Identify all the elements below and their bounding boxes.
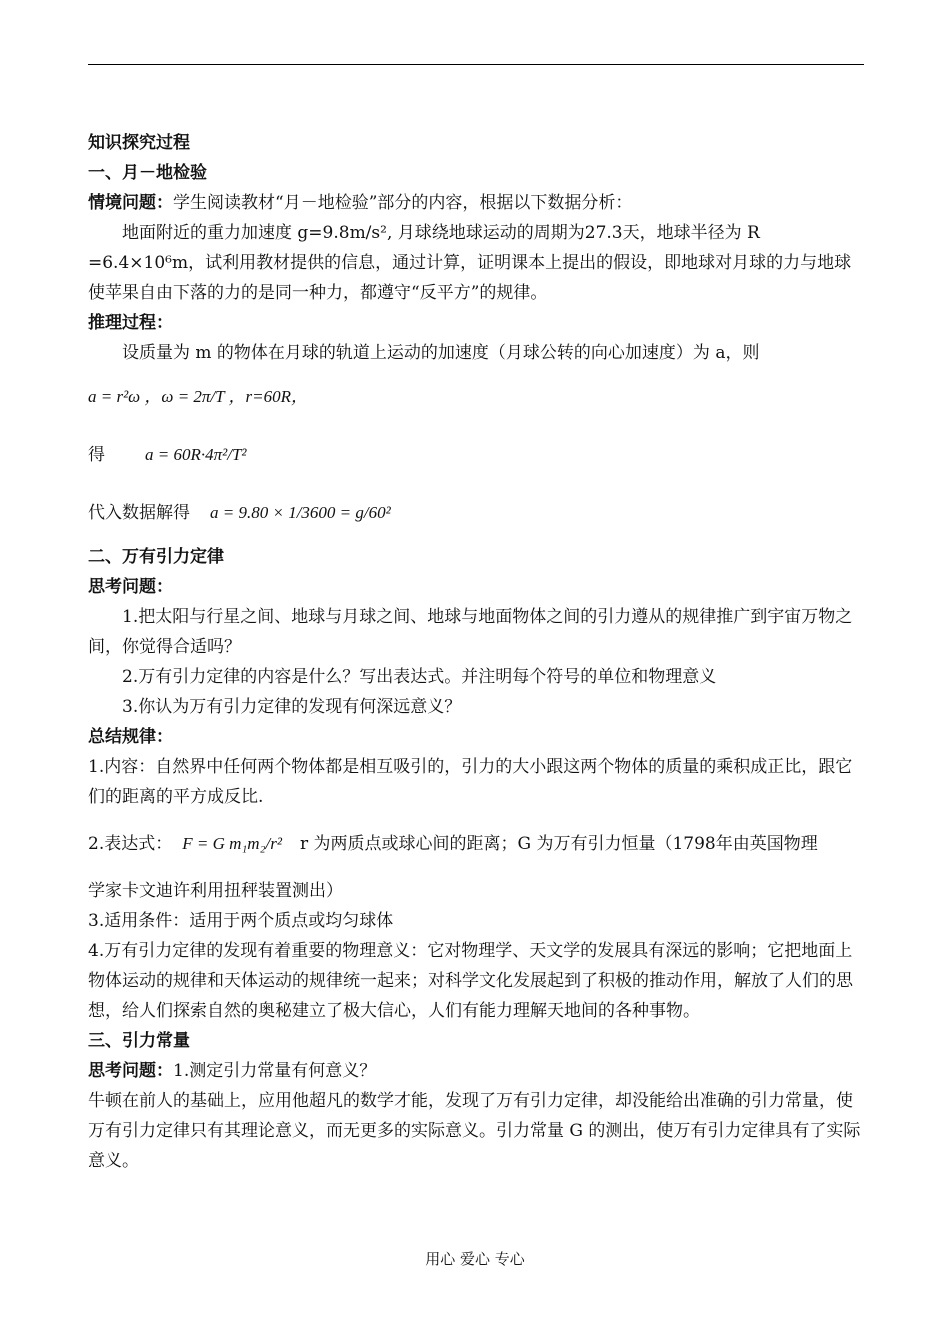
constant-answer: 牛顿在前人的基础上，应用他超凡的数学才能，发现了万有引力定律，却没能给出准确的引力常量，使万有引力定律只有其理论意义，而无更多的实际意义。引力常量 G 的测出，使万有引力定律具有了实际意义。	[88, 1091, 861, 1171]
formula-1-text: a = r²ω ，ω = 2π/T ，r=60R，	[88, 387, 309, 406]
formula-2: a = 60R·4π²/T²	[145, 445, 247, 464]
page-title: 知识探究过程	[88, 133, 190, 153]
expression-continued: 学家卡文迪许利用扭秤装置测出）	[88, 881, 343, 901]
scenario-label: 情境问题：	[88, 193, 173, 213]
reasoning-text: 设质量为 m 的物体在月球的轨道上运动的加速度（月球公转的向心加速度）为 a，则	[122, 343, 760, 363]
expression-line	[88, 812, 864, 876]
formula-1	[88, 368, 864, 426]
section-2-heading: 二、万有引力定律	[88, 547, 224, 567]
scenario-question	[88, 188, 864, 218]
formula-3: a = 9.80 × 1/3600 = g/60²	[210, 503, 391, 522]
de-label: 得	[88, 445, 105, 465]
section-1-heading: 一、月－地检验	[88, 163, 207, 183]
scenario-text: 学生阅读教材“月－地检验”部分的内容，根据以下数据分析：	[173, 193, 633, 213]
data-paragraph: 地面附近的重力加速度 g=9.8m/s², 月球绕地球运动的周期为27.3天，地球半径为 R =6.4×10⁶m，试利用教材提供的信息，通过计算，证明课本上提出的假设，即地球对月球的力与地球使苹果自由下落的力的是同一种力，都遵守“反平方”的规律。	[88, 223, 852, 303]
expression-text: r 为两质点或球心间的距离；G 为万有引力恒量（1798年由英国物理	[299, 834, 818, 854]
header-rule	[88, 64, 864, 65]
question-3: 3.你认为万有引力定律的发现有何深远意义？	[122, 697, 462, 717]
think-label-3: 思考问题：	[88, 1061, 173, 1081]
reasoning-label: 推理过程：	[88, 313, 173, 333]
formula-2-line	[88, 426, 864, 484]
think-label-2: 思考问题：	[88, 577, 173, 597]
think-question-3	[88, 1056, 864, 1086]
document-body	[88, 128, 864, 1176]
question-2: 2.万有引力定律的内容是什么？写出表达式。并注明每个符号的单位和物理意义	[122, 667, 717, 687]
expression-label: 2.表达式：	[88, 834, 173, 854]
law-content: 1.内容：自然界中任何两个物体都是相互吸引的，引力的大小跟这两个物体的质量的乘积成正比，跟它们的距离的平方成反比.	[88, 757, 853, 807]
conditions: 3.适用条件：适用于两个质点或均匀球体	[88, 911, 394, 931]
gravitation-formula: F = G m₁m₂/r²	[182, 834, 282, 853]
formula-3-line	[88, 484, 864, 542]
substitute-label: 代入数据解得	[88, 503, 190, 523]
constant-question: 1.测定引力常量有何意义？	[173, 1061, 377, 1081]
question-1: 1.把太阳与行星之间、地球与月球之间、地球与地面物体之间的引力遵从的规律推广到宇宙万物之间，你觉得合适吗？	[88, 607, 853, 657]
significance: 4.万有引力定律的发现有着重要的物理意义：它对物理学、天文学的发展具有深远的影响；它把地面上物体运动的规律和天体运动的规律统一起来；对科学文化发展起到了积极的推动作用，解放了人们的思想，给人们探索自然的奥秘建立了极大信心，人们有能力理解天地间的各种事物。	[88, 941, 853, 1021]
summary-label: 总结规律：	[88, 727, 173, 747]
section-3-heading: 三、引力常量	[88, 1031, 190, 1051]
page-footer: 用心 爱心 专心	[425, 1250, 525, 1268]
